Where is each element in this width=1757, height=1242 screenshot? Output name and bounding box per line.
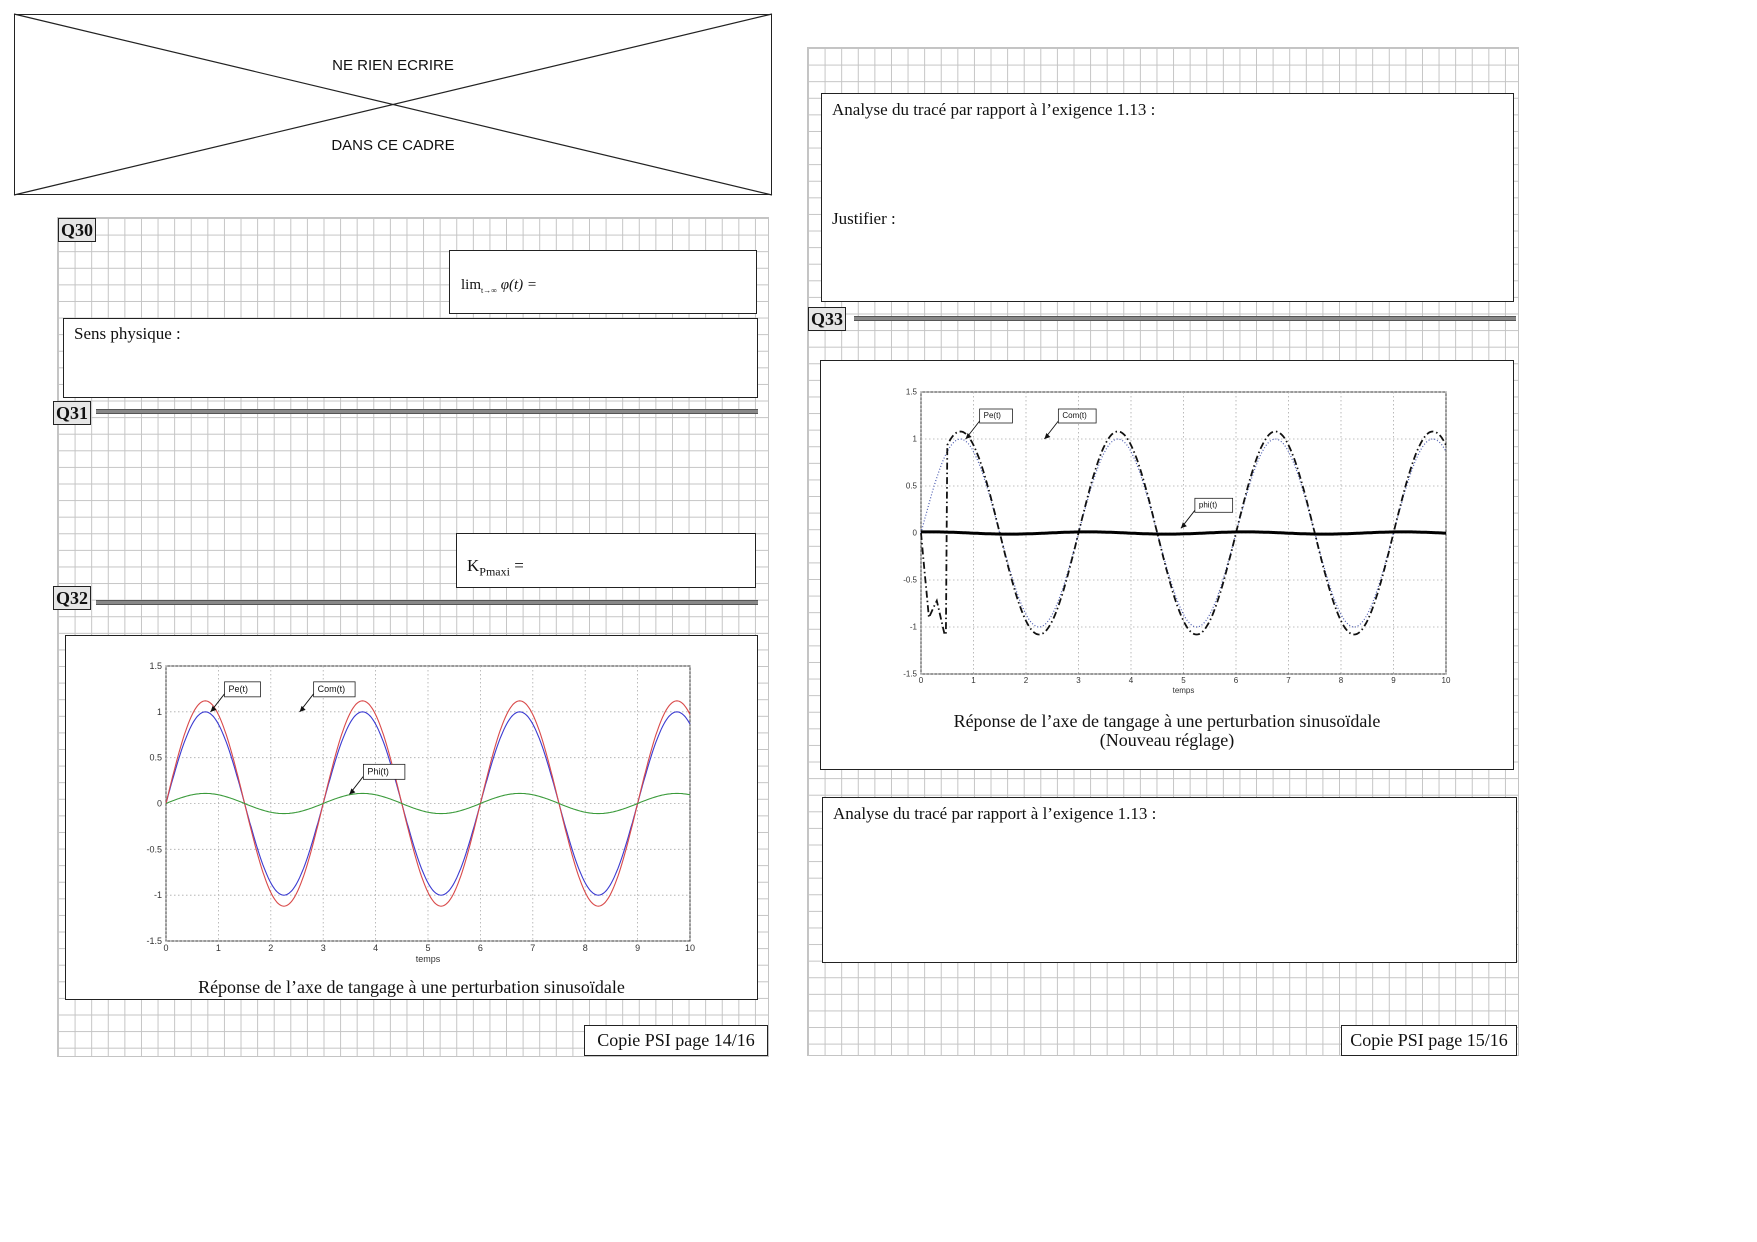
- x-tick-label: 8: [1338, 676, 1344, 685]
- y-tick-label: -1.5: [903, 669, 917, 679]
- q33-chart-caption-line1: Réponse de l’axe de tangage à une perturbation sinusoïdale: [953, 711, 1381, 731]
- y-tick-label: 0.5: [149, 752, 162, 763]
- x-tick-label: 6: [477, 943, 483, 953]
- x-tick-label: 9: [635, 943, 641, 953]
- x-tick-label: 0: [163, 943, 169, 953]
- q33-label: Q33: [808, 307, 846, 331]
- y-tick-label: 0.5: [905, 481, 917, 491]
- limit-answer-box[interactable]: [449, 250, 757, 314]
- no-write-line2: DANS CE CADRE: [331, 137, 455, 154]
- annotation-label: Phi(t): [367, 766, 389, 777]
- kpmaxi-expression: $K_{Pmaxi}$ =: [467, 556, 524, 579]
- y-tick-label: -0.5: [146, 844, 162, 855]
- x-tick-label: 4: [373, 943, 379, 953]
- q32-separator: [96, 600, 758, 605]
- right-page-footer: Copie PSI page 15/16: [1341, 1025, 1517, 1056]
- left-page-footer: Copie PSI page 14/16: [584, 1025, 768, 1056]
- y-tick-label: 0: [912, 528, 917, 538]
- q32-response-chart: [66, 636, 756, 964]
- justifier-label: Justifier :: [832, 209, 896, 228]
- q30-label: Q30: [58, 218, 96, 242]
- q33-chart-box: [820, 360, 1514, 770]
- q32-label: Q32: [53, 586, 91, 610]
- no-write-frame: [14, 14, 772, 195]
- x-tick-label: 8: [582, 943, 588, 953]
- q31-label: Q31: [53, 401, 91, 425]
- y-tick-label: 1.5: [149, 661, 162, 671]
- y-tick-label: 1: [156, 706, 162, 717]
- x-tick-label: 3: [1076, 676, 1081, 685]
- analyse-box-2[interactable]: [822, 797, 1517, 963]
- x-tick-label: 10: [684, 943, 696, 953]
- x-tick-label: 2: [268, 943, 274, 953]
- q33-response-chart: [821, 361, 1511, 701]
- x-axis-label: temps: [1172, 686, 1195, 695]
- analyse-label-1: Analyse du tracé par rapport à l’exigence 1.13 :: [832, 100, 1156, 119]
- y-tick-label: -1.5: [146, 936, 162, 946]
- y-tick-label: 0: [156, 798, 162, 809]
- kpmaxi-answer-box[interactable]: [456, 533, 756, 588]
- y-tick-label: -1: [909, 622, 917, 632]
- analyse-justifier-box[interactable]: [821, 93, 1514, 302]
- q33-chart-caption-line2: (Nouveau réglage): [1099, 730, 1235, 750]
- x-tick-label: 7: [530, 943, 536, 953]
- x-tick-label: 2: [1023, 676, 1029, 685]
- x-tick-label: 10: [1441, 676, 1451, 685]
- x-tick-label: 4: [1128, 676, 1134, 685]
- no-write-line1: NE RIEN ECRIRE: [332, 57, 454, 74]
- y-tick-label: -0.5: [903, 575, 917, 585]
- limit-expression: $\lim_{t\to\infty} \varphi(t)$ =: [461, 277, 538, 295]
- x-tick-label: 6: [1233, 676, 1239, 685]
- no-write-cross: [14, 14, 772, 195]
- x-tick-label: 7: [1286, 676, 1291, 685]
- q32-chart-box: [65, 635, 758, 1000]
- annotation-label: Com(t): [317, 683, 346, 694]
- analyse-label-2: Analyse du tracé par rapport à l’exigence 1.13 :: [833, 804, 1157, 823]
- annotation-label: phi(t): [1198, 500, 1218, 510]
- sens-physique-box[interactable]: [63, 318, 758, 398]
- q31-separator: [96, 409, 758, 414]
- x-tick-label: 5: [1181, 676, 1186, 685]
- sens-physique-label: Sens physique :: [74, 324, 181, 343]
- x-tick-label: 5: [425, 943, 431, 953]
- annotation-label: Pe(t): [228, 683, 249, 694]
- x-tick-label: 3: [320, 943, 326, 953]
- y-tick-label: 1.5: [905, 387, 917, 397]
- q33-separator: [854, 316, 1516, 321]
- q32-chart-caption: Réponse de l’axe de tangage à une perturbation sinusoïdale: [198, 977, 625, 997]
- x-tick-label: 0: [918, 676, 924, 685]
- annotation-label: Pe(t): [983, 411, 1001, 420]
- x-tick-label: 9: [1391, 676, 1396, 685]
- x-tick-label: 1: [215, 943, 221, 953]
- annotation-label: Com(t): [1062, 411, 1087, 420]
- y-tick-label: 1: [912, 434, 917, 444]
- y-tick-label: -1: [153, 890, 162, 901]
- x-axis-label: temps: [415, 954, 441, 964]
- x-tick-label: 1: [971, 676, 976, 685]
